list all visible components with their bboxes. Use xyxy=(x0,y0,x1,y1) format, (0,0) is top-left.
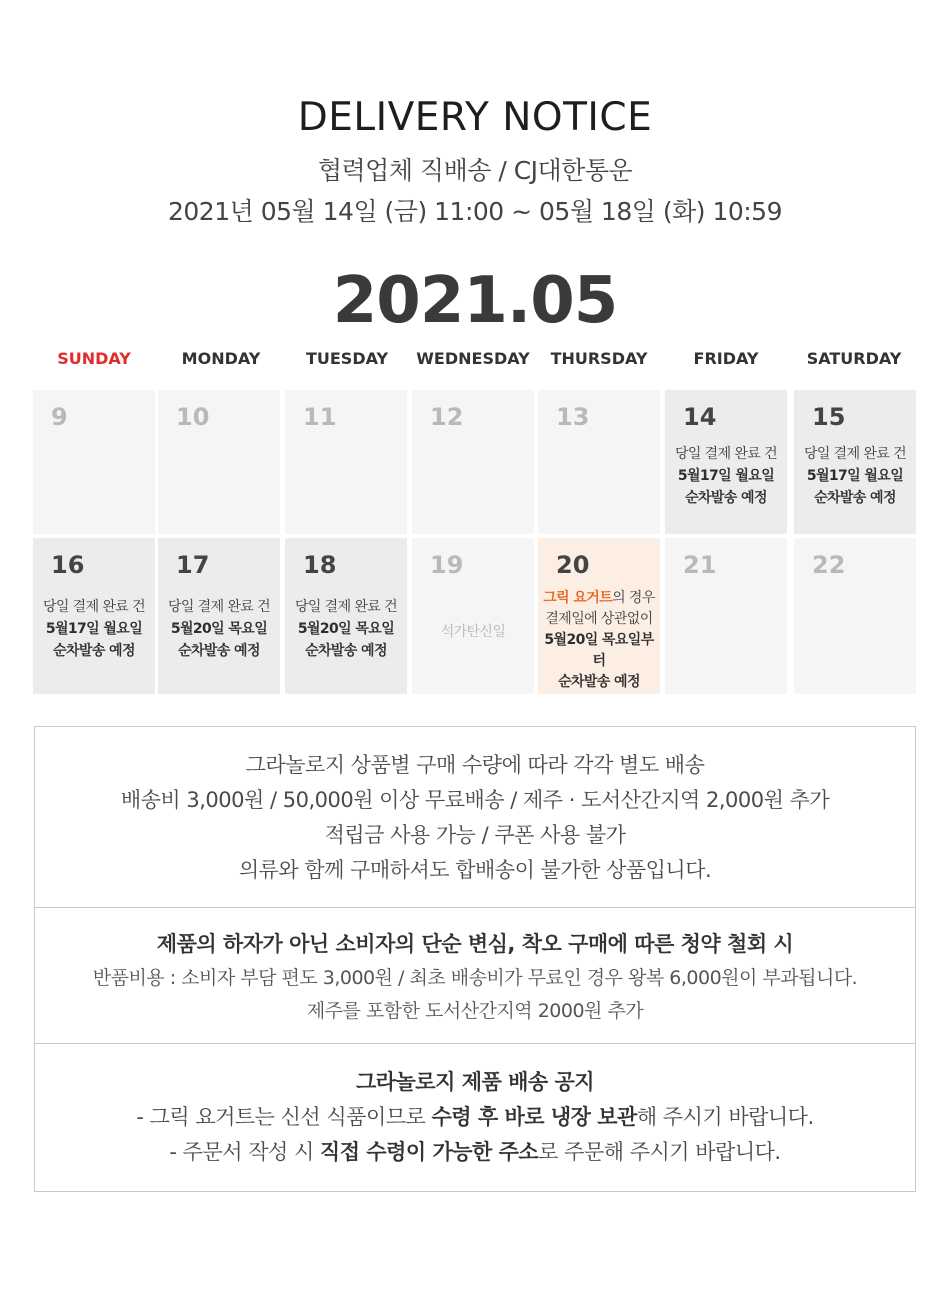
note-line: 당일 결제 완료 건 xyxy=(294,599,398,615)
yogurt-shipping-note xyxy=(538,588,660,693)
note-status: 순차발송 예정 xyxy=(685,490,767,506)
note-status: 순차발송 예정 xyxy=(178,643,260,659)
calendar-day-19 xyxy=(412,538,534,694)
page-title: DELIVERY NOTICE xyxy=(297,95,653,140)
policy-line: 의류와 함께 구매하셔도 합배송이 불가한 상품입니다. xyxy=(238,858,712,882)
text: 해 주시기 바랍니다. xyxy=(636,1105,814,1129)
day-number: 11 xyxy=(303,403,337,431)
calendar-day-15 xyxy=(794,390,916,534)
delivery-period: 2021년 05월 14일 (금) 11:00 ~ 05월 18일 (화) 10:59 xyxy=(168,197,782,226)
note-line: 의 경우 xyxy=(612,590,655,606)
note-line: 당일 결제 완료 건 xyxy=(167,599,271,615)
day-number: 22 xyxy=(812,551,846,579)
calendar-day-13 xyxy=(538,390,660,534)
emphasis: 직접 수령이 가능한 주소 xyxy=(319,1140,539,1164)
weekday-monday: MONDAY xyxy=(181,349,261,368)
day-number: 13 xyxy=(556,403,590,431)
day-number: 18 xyxy=(303,551,337,579)
note-status: 순차발송 예정 xyxy=(53,643,135,659)
note-line: 당일 결제 완료 건 xyxy=(803,446,907,462)
calendar-month-label: 2021.05 xyxy=(332,264,618,338)
note-line: 당일 결제 완료 건 xyxy=(42,599,146,615)
delivery-carrier: 협력업체 직배송 / CJ대한통운 xyxy=(317,156,633,185)
day-number: 12 xyxy=(430,403,464,431)
day-number: 10 xyxy=(176,403,210,431)
shipping-note xyxy=(285,596,407,662)
policy-line: 적립금 사용 가능 / 쿠폰 사용 불가 xyxy=(324,823,626,847)
weekday-tuesday: TUESDAY xyxy=(305,349,389,368)
emphasis: 수령 후 바로 냉장 보관 xyxy=(431,1105,637,1129)
policy-line: 제주를 포함한 도서산간지역 2000원 추가 xyxy=(306,1000,644,1022)
note-date: 5월17일 월요일 xyxy=(806,468,904,484)
product-highlight: 그릭 요거트 xyxy=(543,590,613,606)
note-status: 순차발송 예정 xyxy=(305,643,387,659)
shipping-note xyxy=(794,443,916,509)
calendar-day-22 xyxy=(794,538,916,694)
text: 로 주문해 주시기 바랍니다. xyxy=(538,1140,781,1164)
weekday-thursday: THURSDAY xyxy=(550,349,648,368)
return-policy-heading: 제품의 하자가 아닌 소비자의 단순 변심, 착오 구매에 따른 청약 철회 시 xyxy=(156,932,794,956)
text: - 주문서 작성 시 xyxy=(169,1140,320,1164)
return-policy-section xyxy=(35,908,915,1044)
note-status: 순차발송 예정 xyxy=(558,674,640,690)
calendar-day-16 xyxy=(33,538,155,694)
calendar-day-21 xyxy=(665,538,787,694)
note-date: 5월20일 목요일부터 xyxy=(544,632,654,669)
note-line: 결제일에 상관없이 xyxy=(545,611,653,627)
weekday-friday: FRIDAY xyxy=(693,349,759,368)
calendar-day-18 xyxy=(285,538,407,694)
calendar-day-12 xyxy=(412,390,534,534)
day-number: 20 xyxy=(556,551,590,579)
day-number: 15 xyxy=(812,403,846,431)
day-number: 19 xyxy=(430,551,464,579)
note-date: 5월20일 목요일 xyxy=(297,621,395,637)
shipping-note xyxy=(33,596,155,662)
day-number: 21 xyxy=(683,551,717,579)
weekday-sunday: SUNDAY xyxy=(57,349,131,368)
calendar-weekday-header xyxy=(33,346,917,372)
policy-line: 반품비용 : 소비자 부담 편도 3,000원 / 최초 배송비가 무료인 경우 왕복 6,000원이 부과됩니다. xyxy=(92,967,858,989)
calendar-day-17 xyxy=(158,538,280,694)
calendar-day-14 xyxy=(665,390,787,534)
calendar-day-9 xyxy=(33,390,155,534)
text: - 그릭 요거트는 신선 식품이므로 xyxy=(136,1105,432,1129)
weekday-saturday: SATURDAY xyxy=(806,349,902,368)
note-line: 당일 결제 완료 건 xyxy=(674,446,778,462)
policy-line xyxy=(35,1135,915,1170)
calendar-day-20 xyxy=(538,538,660,694)
note-date: 5월17일 월요일 xyxy=(45,621,143,637)
delivery-notice-heading: 그라놀로지 제품 배송 공지 xyxy=(355,1070,595,1094)
policy-line: 그라놀로지 상품별 구매 수량에 따라 각각 별도 배송 xyxy=(245,753,705,777)
note-status: 순차발송 예정 xyxy=(814,490,896,506)
day-number: 9 xyxy=(51,403,68,431)
shipping-note xyxy=(158,596,280,662)
shipping-policy-section xyxy=(35,727,915,908)
day-number: 16 xyxy=(51,551,85,579)
calendar-day-11 xyxy=(285,390,407,534)
policy-line: 배송비 3,000원 / 50,000원 이상 무료배송 / 제주 · 도서산간지역 2,000원 추가 xyxy=(120,788,830,812)
policy-line xyxy=(35,1100,915,1135)
weekday-wednesday: WEDNESDAY xyxy=(416,349,530,368)
notice-box xyxy=(34,726,916,1192)
day-number: 17 xyxy=(176,551,210,579)
day-number: 14 xyxy=(683,403,717,431)
product-delivery-notice-section xyxy=(35,1044,915,1191)
calendar-day-10 xyxy=(158,390,280,534)
note-date: 5월17일 월요일 xyxy=(677,468,775,484)
shipping-note xyxy=(665,443,787,509)
note-date: 5월20일 목요일 xyxy=(170,621,268,637)
holiday-label: 석가탄신일 xyxy=(440,624,506,640)
